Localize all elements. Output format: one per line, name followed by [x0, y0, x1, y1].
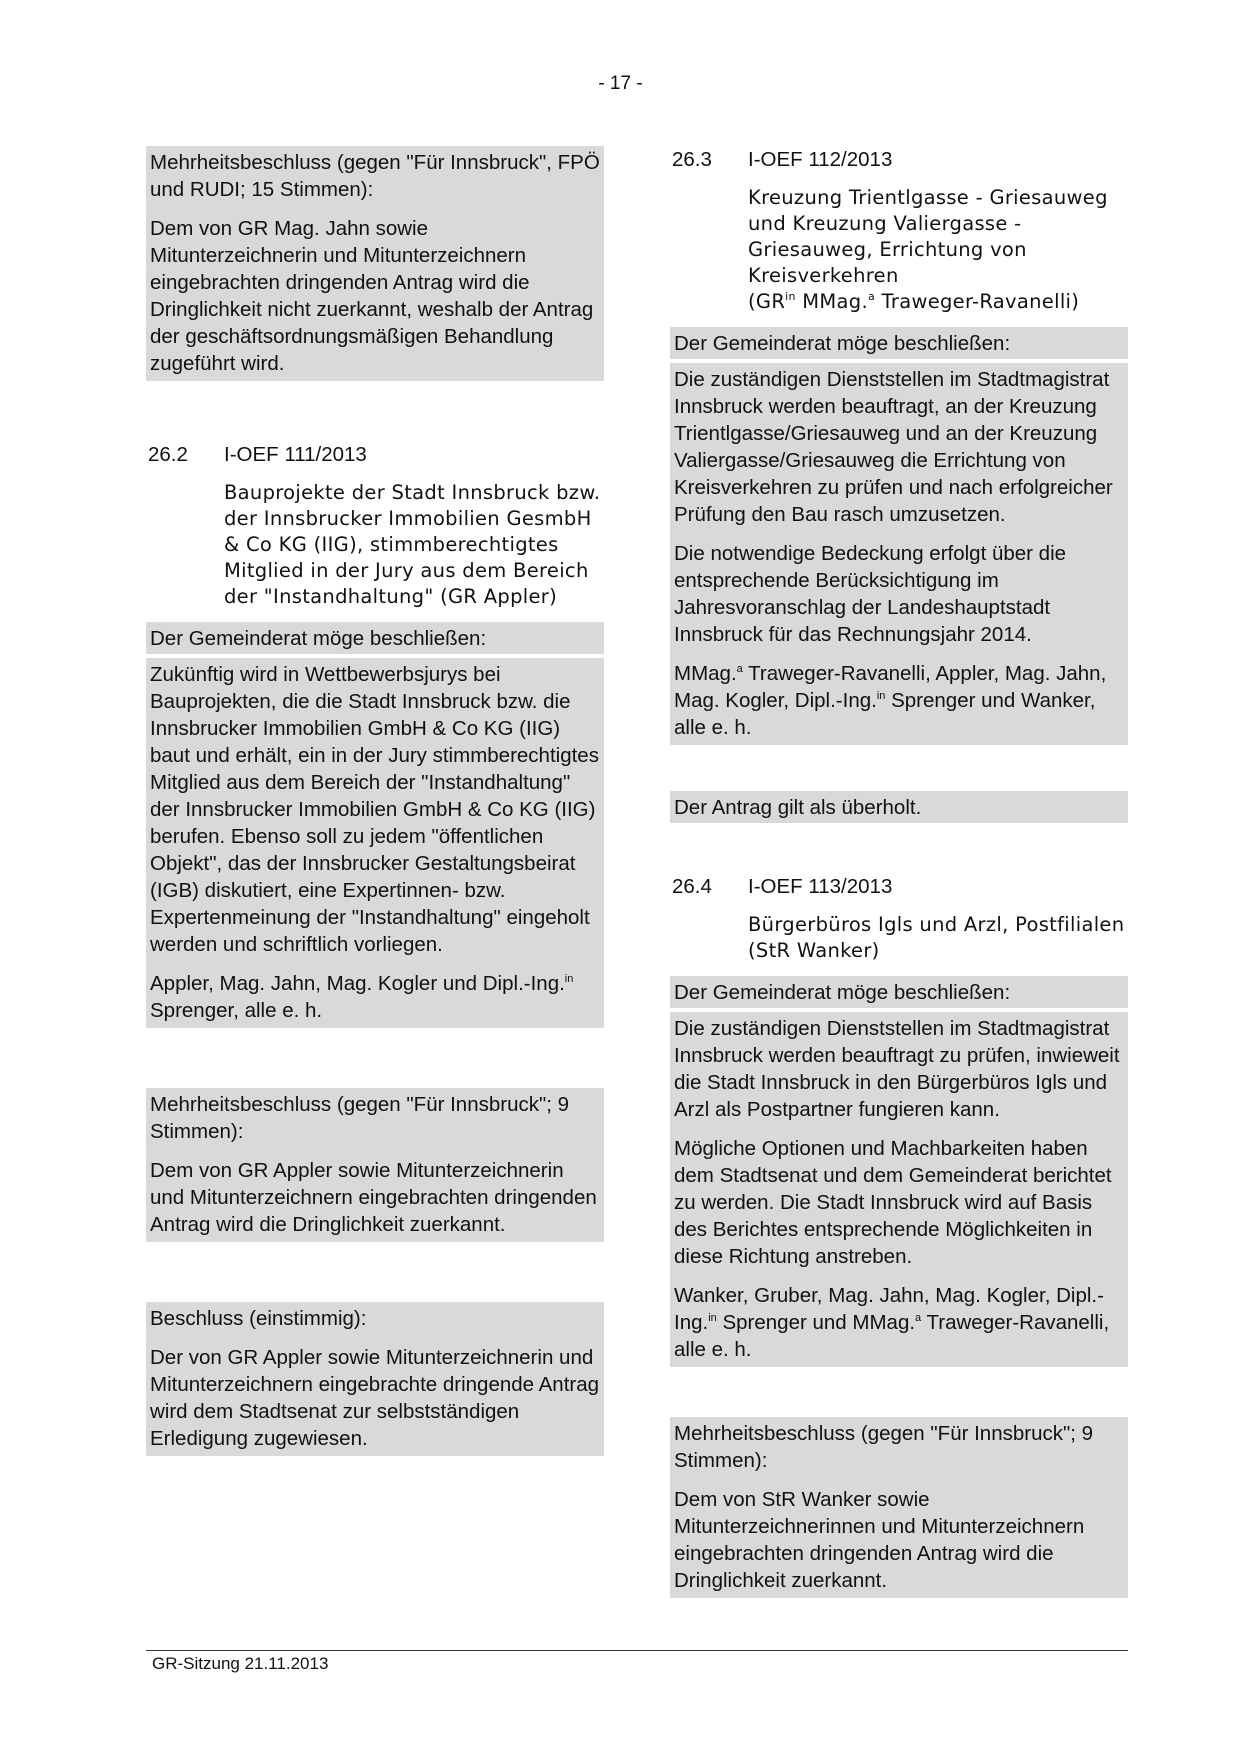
decision-box-majority-9: [146, 1088, 604, 1242]
motion-heading: Der Gemeinderat möge beschließen:: [150, 627, 487, 650]
item-number: 26.2: [148, 443, 188, 466]
decision-heading: Mehrheitsbeschluss (gegen "Für Innsbruck"; 9 Stimmen):: [674, 1422, 1094, 1472]
decision-box-majority-15: [146, 146, 604, 381]
motion-signers: Appler, Mag. Jahn, Mag. Kogler und Dipl.-Ing.$^{in}$ Sprenger, alle e. h.: [150, 972, 574, 1022]
agenda-item-26-4: [670, 873, 1128, 964]
item-number: 26.4: [672, 875, 712, 898]
item-number: 26.3: [672, 148, 712, 171]
motion-heading-box: [670, 327, 1128, 359]
motion-text: Die notwendige Bedeckung erfolgt über die entsprechende Berücksichtigung im Jahresvoranschlag der Landeshauptstadt Innsbruck für das Rechnungsjahr 2014.: [674, 542, 1067, 646]
left-column: [146, 146, 604, 1456]
item-title: Kreuzung Trientlgasse - Griesauweg und Kreuzung Valiergasse - Griesauweg, Errichtung von Kreisverkehren ($GR^{in}$ MMag.$^a$ Traweger-Ravanelli): [748, 186, 1108, 313]
motion-signers: MMag.$^a$ Traweger-Ravanelli, Appler, Mag. Jahn, Mag. Kogler, Dipl.-Ing.$^{in}$ Sprenger und Wanker, alle e. h.: [674, 662, 1107, 739]
footer-session-date: GR-Sitzung 21.11.2013: [152, 1654, 329, 1673]
motion-text: Die zuständigen Dienststellen im Stadtmagistrat Innsbruck werden beauftragt, an der Kreuzung Trientlgasse/Griesauweg und an der Kreuzung Valiergasse/Griesauweg die Errichtung von Kreisverkehren zu prüfen und nach erfolgreicher Prüfung den Bau rasch umzusetzen.: [674, 368, 1113, 526]
motion-box: [146, 658, 604, 1028]
decision-text: Dem von GR Mag. Jahn sowie Mitunterzeichnerin und Mitunterzeichnern eingebrachten dringenden Antrag wird die Dringlichkeit nicht zuerkannt, weshalb der Antrag der geschäftsordnungsmäßigen Behandlung zugeführt wird.: [150, 217, 594, 375]
item-title: Bauprojekte der Stadt Innsbruck bzw. der Innsbrucker Immobilien GesmbH & Co KG (IIG), stimmberechtigtes Mitglied in der Jury aus dem Bereich der "Instandhaltung" (GR Appler): [224, 481, 601, 608]
agenda-item-26-2: [146, 441, 604, 610]
footer-divider: [146, 1650, 1128, 1651]
motion-signers: Wanker, Gruber, Mag. Jahn, Mag. Kogler, Dipl.-Ing.$^{in}$ Sprenger und MMag.$^a$ Traweger-Ravanelli, alle e. h.: [674, 1284, 1110, 1361]
motion-heading-box: [670, 976, 1128, 1008]
decision-text: Dem von GR Appler sowie Mitunterzeichnerin und Mitunterzeichnern eingebrachten dringenden Antrag wird die Dringlichkeit zuerkannt.: [150, 1159, 597, 1236]
decision-box-majority-9: [670, 1417, 1128, 1598]
item-code: I-OEF 113/2013: [748, 875, 893, 898]
decision-box-unanimous: [146, 1302, 604, 1456]
page-number: - 17 -: [598, 73, 643, 94]
motion-text: Mögliche Optionen und Machbarkeiten haben dem Stadtsenat und dem Gemeinderat berichtet zu werden. Die Stadt Innsbruck wird auf Basis des Berichtes entsprechende Möglichkeiten in diese Richtung anstreben.: [674, 1137, 1112, 1268]
decision-text: Der von GR Appler sowie Mitunterzeichnerin und Mitunterzeichnern eingebrachte dringende Antrag wird dem Stadtsenat zur selbstständigen Erledigung zugewiesen.: [150, 1346, 600, 1450]
right-column: [670, 146, 1128, 1598]
status-box: [670, 791, 1128, 823]
agenda-item-26-3: [670, 146, 1128, 315]
item-code: I-OEF 111/2013: [224, 443, 367, 466]
item-code: I-OEF 112/2013: [748, 148, 893, 171]
decision-text: Dem von StR Wanker sowie Mitunterzeichnerinnen und Mitunterzeichnern eingebrachten dringenden Antrag wird die Dringlichkeit zuerkannt.: [674, 1488, 1085, 1592]
motion-heading: Der Gemeinderat möge beschließen:: [674, 332, 1011, 355]
decision-heading: Beschluss (einstimmig):: [150, 1307, 367, 1330]
decision-heading: Mehrheitsbeschluss (gegen "Für Innsbruck", FPÖ und RUDI; 15 Stimmen):: [150, 151, 600, 201]
motion-heading-box: [146, 622, 604, 654]
motion-box: [670, 1012, 1128, 1367]
motion-heading: Der Gemeinderat möge beschließen:: [674, 981, 1011, 1004]
motion-text: Die zuständigen Dienststellen im Stadtmagistrat Innsbruck werden beauftragt zu prüfen, inwieweit die Stadt Innsbruck in den Bürgerbüros Igls und Arzl als Postpartner fungieren kann.: [674, 1017, 1120, 1121]
item-title: Bürgerbüros Igls und Arzl, Postfilialen (StR Wanker): [748, 913, 1125, 962]
decision-heading: Mehrheitsbeschluss (gegen "Für Innsbruck"; 9 Stimmen):: [150, 1093, 570, 1143]
motion-box: [670, 363, 1128, 745]
motion-text: Zukünftig wird in Wettbewerbsjurys bei Bauprojekten, die die Stadt Innsbruck bzw. die Innsbrucker Immobilien GmbH & Co KG (IIG) baut und erhält, ein in der Jury stimmberechtigtes Mitglied aus dem Bereich der "Instandhaltung" der Innsbrucker Immobilien GmbH & Co KG (IIG) berufen. Ebenso soll zu jedem "öffentlichen Objekt", das der Innsbrucker Gestaltungsbeirat (IGB) diskutiert, eine Expertinnen- bzw. Expertenmeinung der "Instandhaltung" eingeholt werden und schriftlich vorliegen.: [150, 663, 599, 956]
status-text: Der Antrag gilt als überholt.: [674, 796, 922, 819]
